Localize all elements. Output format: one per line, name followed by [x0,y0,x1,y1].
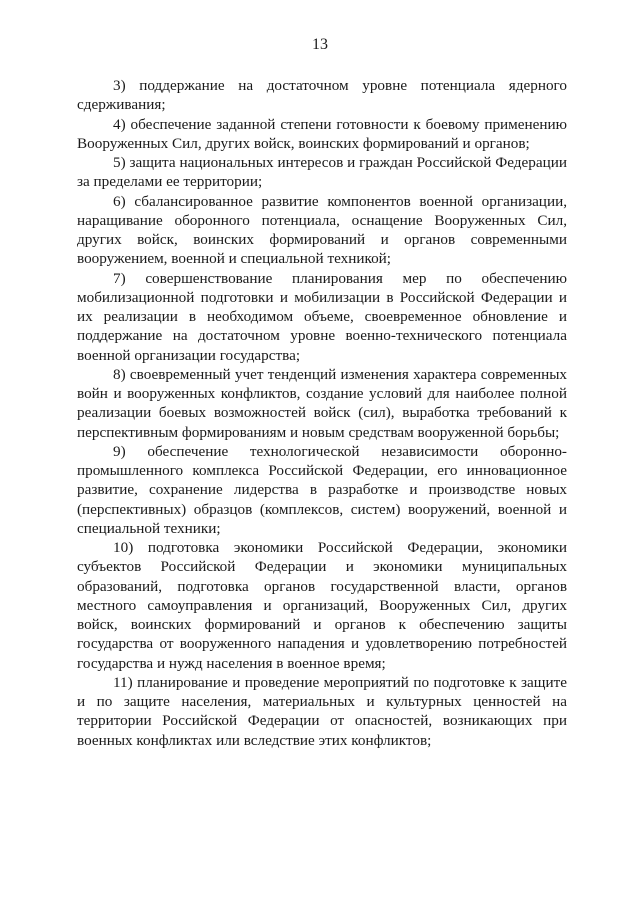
paragraph-item-7: 7) совершенствование планирования мер по обеспечению мобилизационной подготовки и мобилизации в Российской Федерации и их реализации в необходимом объеме, своевременное обновление и поддержание на достаточном уровне военно-технического потенциала военной организации государства; [77,269,567,364]
paragraph-item-6: 6) сбалансированное развитие компонентов военной организации, наращивание оборонного потенциала, оснащение Вооруженных Сил, других войск, воинских формирований и органов современными вооружением, военной и специальной техникой; [77,192,567,268]
paragraph-item-8: 8) своевременный учет тенденций изменения характера современных войн и вооруженных конфликтов, создание условий для наиболее полной реализации боевых возможностей войск (сил), выработка требований к перспективным формированиям и новым средствам вооруженной борьбы; [77,365,567,441]
paragraph-item-4: 4) обеспечение заданной степени готовности к боевому применению Вооруженных Сил, других войск, воинских формирований и органов; [77,115,567,152]
document-body [77,76,567,750]
page-number: 13 [312,36,328,53]
paragraph-item-5: 5) защита национальных интересов и граждан Российской Федерации за пределами ее территории; [77,154,567,191]
paragraph-item-11: 11) планирование и проведение мероприятий по подготовке к защите и по защите населения, материальных и культурных ценностей на территории Российской Федерации от опасностей, возникающих при военных конфликтах или вследствие этих конфликтов; [77,673,567,749]
paragraph-item-10: 10) подготовка экономики Российской Федерации, экономики субъектов Российской Федерации и экономики муниципальных образований, подготовка органов государственной власти, органов местного самоуправления и организаций, Вооруженных Сил, других войск, воинских формирований и органов к обеспечению защиты государства от вооруженного нападения и удовлетворению потребностей государства и нужд населения в военное время; [77,539,567,672]
paragraph-item-3: 3) поддержание на достаточном уровне потенциала ядерного сдерживания; [77,77,567,114]
paragraph-item-9: 9) обеспечение технологической независимости оборонно-промышленного комплекса Российской Федерации, его инновационное развитие, сохранение лидерства в разработке и производстве новых (перспективных) образцов (комплексов, систем) вооружений, военной и специальной техники; [77,442,567,537]
